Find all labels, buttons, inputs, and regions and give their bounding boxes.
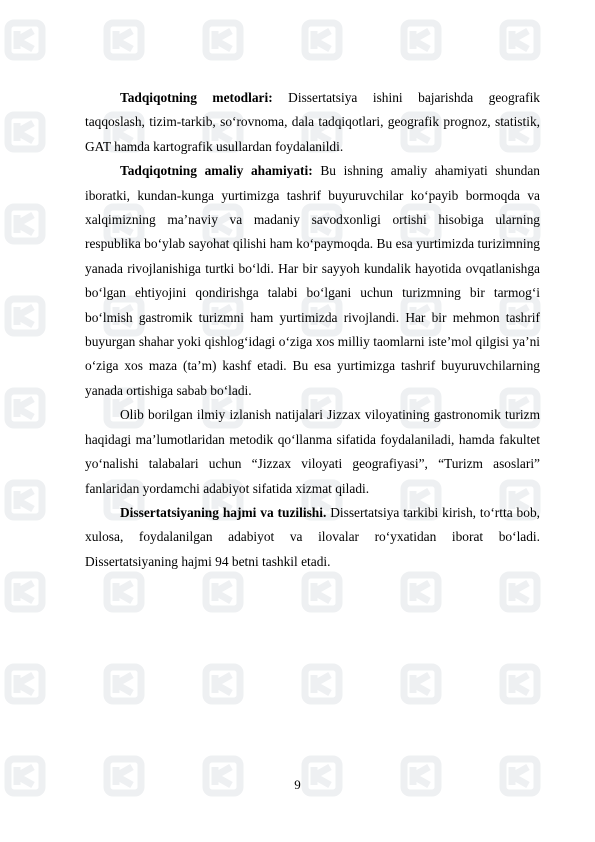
watermark-glyph: [215, 675, 231, 693]
watermark-tile: [503, 667, 537, 701]
paragraph-heading: Dissertatsiyaning hajmi va tuzilishi.: [120, 504, 327, 520]
watermark-glyph: [215, 583, 231, 601]
watermark-glyph: [17, 675, 33, 693]
paragraph-structure: [85, 501, 540, 574]
watermark-glyph: [512, 583, 528, 601]
watermark-tile: [8, 575, 42, 609]
watermark-glyph: [116, 675, 132, 693]
paragraph-text: Bu ishning amaliy ahamiyati shundan iboratki, kundan-kunga yurtimizga tashrif buyuruvchilar ko‘payib bormoqda va xalqimizning ma’naviy va madaniy savodxonligi ortishi hisobiga ularning respublika bo‘ylab sayohat qilishi ham ko‘paymoqda. Bu esa yurtimizda turizimning yanada rivojlanishiga turtki bo‘ldi. Har bir sayyoh kundalik hayotida ovqatlanishga bo‘lgan ehtiyojini qondirishga talabi bo‘lgani uchun turizmning bir tarmog‘i bo‘lmish gastromik turizmni ham yurtimizda rivojlandi. Har bir mehmon tashrif buyurgan shahar yoki qishlog‘idagi o‘ziga xos milliy taomlarni iste’mol qilgisi ya’ni o‘ziga xos maza (ta’m) kashf etadi. Bu esa yurtimizga tashrif buyuruvchilarning yanada ortishiga sabab bo‘ladi.: [85, 163, 540, 398]
watermark-tile: [305, 667, 339, 701]
watermark-tile: [107, 667, 141, 701]
document-body: [85, 86, 540, 574]
watermark-tile: [206, 667, 240, 701]
watermark-glyph: [512, 31, 528, 49]
watermark-tile: [503, 575, 537, 609]
watermark-glyph: [17, 583, 33, 601]
watermark-tile: [503, 23, 537, 57]
watermark-tile: [8, 667, 42, 701]
watermark-glyph: [17, 215, 33, 233]
watermark-tile: [8, 115, 42, 149]
watermark-glyph: [314, 583, 330, 601]
watermark-glyph: [512, 675, 528, 693]
watermark-glyph: [314, 31, 330, 49]
watermark-tile: [305, 575, 339, 609]
paragraph-text: Dissertatsiya ishini bajarishda geografik taqqoslash, tizim-tarkib, so‘rovnoma, dala tadqiqotlari, geografik prognoz, statistik, GAT hamda kartografik usullardan foydalanildi.: [85, 90, 540, 154]
watermark-glyph: [413, 583, 429, 601]
watermark-tile: [8, 391, 42, 425]
watermark-tile: [107, 23, 141, 57]
watermark-tile: [206, 575, 240, 609]
watermark-glyph: [17, 123, 33, 141]
watermark-glyph: [116, 583, 132, 601]
watermark-glyph: [17, 491, 33, 509]
watermark-glyph: [17, 307, 33, 325]
page-number: 9: [294, 777, 301, 792]
paragraph-heading: Tadqiqotning amaliy ahamiyati:: [120, 163, 313, 179]
watermark-glyph: [215, 31, 231, 49]
watermark-glyph: [17, 31, 33, 49]
paragraph-practical-significance: [85, 159, 540, 403]
watermark-tile: [305, 23, 339, 57]
watermark-glyph: [116, 31, 132, 49]
watermark-tile: [404, 23, 438, 57]
paragraph-research-results: [85, 403, 540, 501]
watermark-tile: [8, 483, 42, 517]
paragraph-heading: Tadqiqotning metodlari:: [120, 90, 273, 105]
watermark-glyph: [314, 675, 330, 693]
watermark-tile: [206, 23, 240, 57]
watermark-glyph: [413, 675, 429, 693]
watermark-glyph: [413, 31, 429, 49]
paragraph-methods: [85, 86, 540, 159]
watermark-glyph: [17, 399, 33, 417]
watermark-tile: [404, 575, 438, 609]
paragraph-text: Olib borilgan ilmiy izlanish natijalari Jizzax viloyatining gastronomik turizm haqidagi ma’lumotlaridan metodik qo‘llanma sifatida foydalaniladi, hamda fakultet yo‘nalishi talabalari uchun “Jizzax viloyati geografiyasi”, “Turizm asoslari” fanlaridan yordamchi adabiyot sifatida xizmat qiladi.: [85, 407, 540, 496]
watermark-tile: [8, 23, 42, 57]
watermark-tile: [8, 299, 42, 333]
paragraph-text: Dissertatsiya tarkibi kirish, to‘rtta bob, xulosa, foydalanilgan adabiyot va ilovalar ro‘yxatidan iborat bo‘ladi. Dissertatsiyaning hajmi 94 betni tashkil etadi.: [85, 504, 540, 569]
watermark-tile: [107, 575, 141, 609]
watermark-tile: [404, 667, 438, 701]
watermark-tile: [8, 207, 42, 241]
